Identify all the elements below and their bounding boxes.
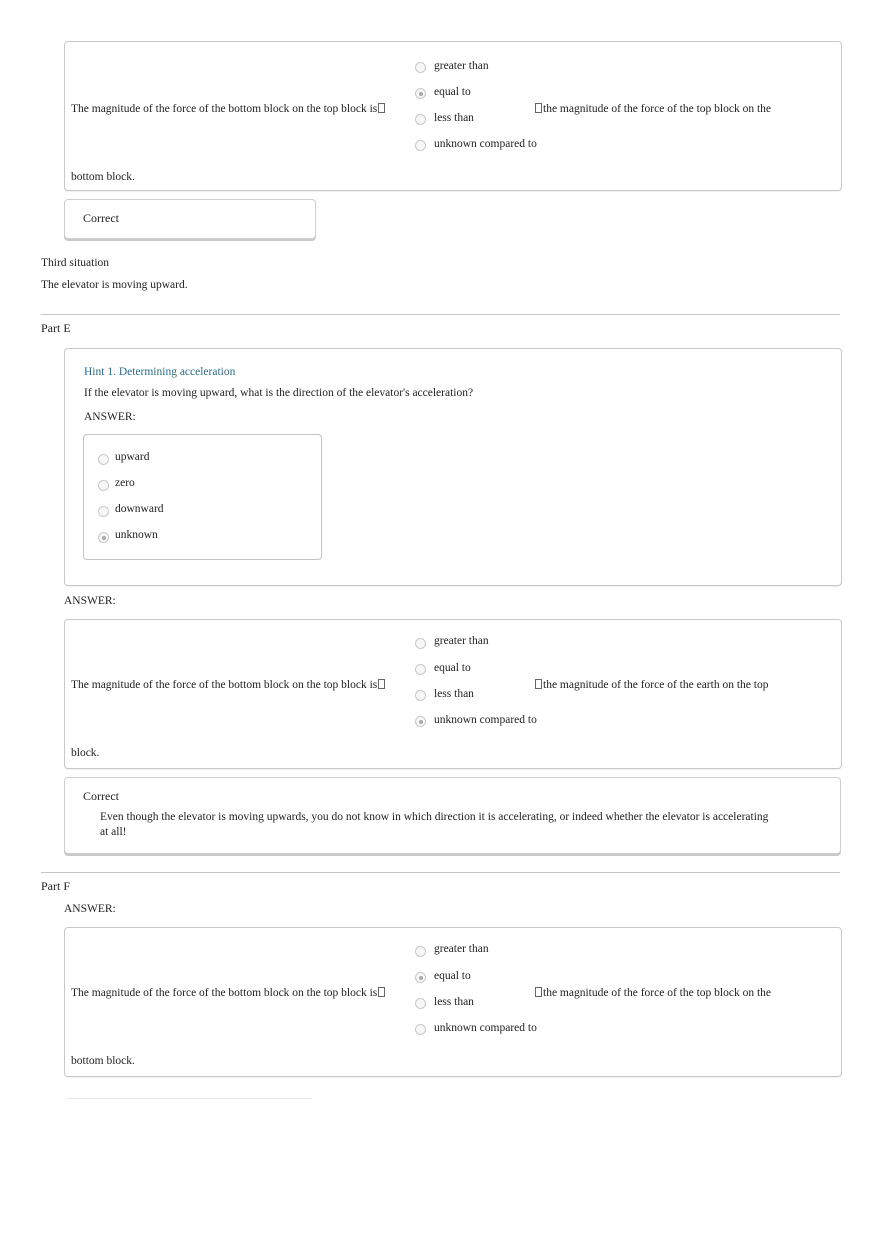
part-title: Part F bbox=[41, 879, 71, 893]
statement-prefix: The magnitude of the force of the bottom block on the top block is bbox=[71, 987, 386, 999]
statement-suffix: the magnitude of the force of the top block on the bbox=[534, 987, 771, 999]
option-label: equal to bbox=[434, 970, 471, 982]
statement-prefix: The magnitude of the force of the bottom block on the top block is bbox=[71, 103, 386, 115]
statement-continuation: bottom block. bbox=[71, 1055, 135, 1067]
option-label: greater than bbox=[434, 943, 489, 955]
hint-question: If the elevator is moving upward, what is the direction of the elevator's acceleration? bbox=[84, 387, 474, 399]
option-label: less than bbox=[434, 112, 474, 124]
statement-suffix: the magnitude of the force of the top block on the bbox=[534, 103, 771, 115]
option-label: less than bbox=[434, 996, 474, 1008]
section-title: Third situation bbox=[41, 257, 110, 269]
answer-label: ANSWER: bbox=[64, 595, 116, 607]
option-label: equal to bbox=[434, 662, 471, 674]
blank-box-icon bbox=[535, 987, 542, 997]
feedback-label: Correct bbox=[83, 211, 119, 225]
radio-equal-to[interactable] bbox=[415, 664, 426, 675]
part-title: Part E bbox=[41, 321, 71, 335]
section-description: The elevator is moving upward. bbox=[41, 279, 188, 291]
option-label: downward bbox=[115, 503, 164, 515]
answer-block-f bbox=[64, 927, 842, 1077]
radio-unknown-compared-to[interactable] bbox=[415, 716, 426, 727]
feedback-text: Even though the elevator is moving upwards, you do not know in which direction it is accelerating, or indeed whether the elevator is accelerating bbox=[100, 811, 769, 823]
feedback-label: Correct bbox=[83, 789, 119, 803]
blank-box-icon bbox=[535, 679, 542, 689]
statement-continuation: block. bbox=[71, 747, 100, 759]
option-label: unknown bbox=[115, 529, 158, 541]
answer-block-e bbox=[64, 619, 842, 769]
radio-greater-than[interactable] bbox=[415, 638, 426, 649]
feedback-text: at all! bbox=[100, 826, 127, 838]
radio-less-than[interactable] bbox=[415, 114, 426, 125]
feedback-correct-e bbox=[64, 777, 841, 854]
radio-unknown-compared-to[interactable] bbox=[415, 1024, 426, 1035]
blank-box-icon bbox=[378, 679, 385, 689]
radio-less-than[interactable] bbox=[415, 690, 426, 701]
option-label: less than bbox=[434, 688, 474, 700]
radio-zero[interactable] bbox=[98, 480, 109, 491]
blank-box-icon bbox=[378, 987, 385, 997]
blank-box-icon bbox=[378, 103, 385, 113]
radio-downward[interactable] bbox=[98, 506, 109, 517]
hint-title[interactable]: Hint 1. Determining acceleration bbox=[84, 366, 236, 378]
radio-upward[interactable] bbox=[98, 454, 109, 465]
radio-unknown-compared-to[interactable] bbox=[415, 140, 426, 151]
blank-box-icon bbox=[535, 103, 542, 113]
divider bbox=[41, 872, 840, 873]
statement-suffix: the magnitude of the force of the earth on the top bbox=[534, 679, 768, 691]
option-label: equal to bbox=[434, 86, 471, 98]
answer-label: ANSWER: bbox=[64, 903, 116, 915]
footer-divider bbox=[67, 1098, 312, 1099]
radio-less-than[interactable] bbox=[415, 998, 426, 1009]
option-label: unknown compared to bbox=[434, 1022, 537, 1034]
statement-continuation: bottom block. bbox=[71, 171, 135, 183]
option-label: unknown compared to bbox=[434, 138, 537, 150]
option-label: greater than bbox=[434, 635, 489, 647]
radio-unknown[interactable] bbox=[98, 532, 109, 543]
hint-answer-box bbox=[83, 434, 322, 560]
answer-block-1 bbox=[64, 41, 842, 191]
option-label: unknown compared to bbox=[434, 714, 537, 726]
option-label: zero bbox=[115, 477, 135, 489]
radio-equal-to[interactable] bbox=[415, 88, 426, 99]
hint-box bbox=[64, 348, 842, 586]
radio-greater-than[interactable] bbox=[415, 946, 426, 957]
radio-greater-than[interactable] bbox=[415, 62, 426, 73]
answer-label: ANSWER: bbox=[84, 411, 136, 423]
option-label: greater than bbox=[434, 60, 489, 72]
radio-equal-to[interactable] bbox=[415, 972, 426, 983]
option-label: upward bbox=[115, 451, 150, 463]
feedback-correct-1 bbox=[64, 199, 316, 239]
divider bbox=[41, 314, 840, 315]
statement-prefix: The magnitude of the force of the bottom block on the top block is bbox=[71, 679, 386, 691]
